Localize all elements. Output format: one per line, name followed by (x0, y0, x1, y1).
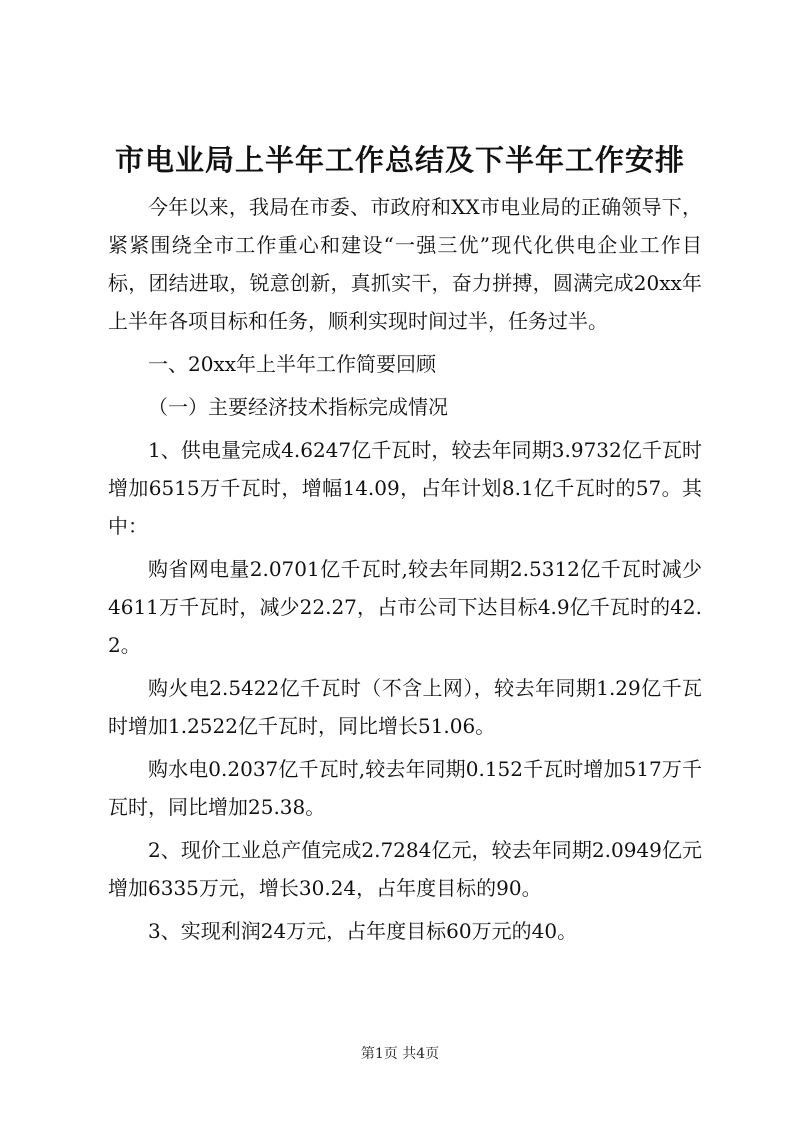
subsection-heading: （一）主要经济技术指标完成情况 (148, 395, 448, 419)
page-number-footer: 第1页 共4页 (360, 1046, 440, 1062)
document-title: 市电业局上半年工作总结及下半年工作安排 (114, 143, 685, 177)
document-body (108, 188, 702, 955)
paragraph-thermal-purchase: 购火电2.5422亿千瓦时（不含上网），较去年同期1.29亿千瓦时增加1.2522亿千瓦时，同比增长51.06。 (108, 676, 702, 738)
paragraph-supply-volume: 1、供电量完成4.6247亿千瓦时，较去年同期3.9732亿千瓦时增加6515万千瓦时，增幅14.09，占年计划8.1亿千瓦时的57。其中： (108, 438, 702, 538)
intro-paragraph: 今年以来，我局在市委、市政府和XX市电业局的正确领导下，紧紧围绕全市工作重心和建设“一强三优”现代化供电企业工作目标，团结进取，锐意创新，真抓实干，奋力拼搏，圆满完成20xx年上半年各项目标和任务，顺利实现时间过半，任务过半。 (108, 195, 702, 333)
paragraph-profit: 3、实现利润24万元，占年度目标60万元的40。 (148, 919, 578, 943)
paragraph-hydro-purchase: 购水电0.2037亿千瓦时,较去年同期0.152千瓦时增加517万千瓦时，同比增加25.38。 (108, 757, 702, 819)
section-heading: 一、20xx年上半年工作简要回顾 (148, 352, 437, 376)
paragraph-output-value: 2、现价工业总产值完成2.7284亿元，较去年同期2.0949亿元增加6335万元，增长30.24，占年度目标的90。 (108, 838, 702, 900)
paragraph-grid-purchase: 购省网电量2.0701亿千瓦时,较去年同期2.5312亿千瓦时减少4611万千瓦时，减少22.27，占市公司下达目标4.9亿千瓦时的42.2。 (108, 557, 702, 657)
